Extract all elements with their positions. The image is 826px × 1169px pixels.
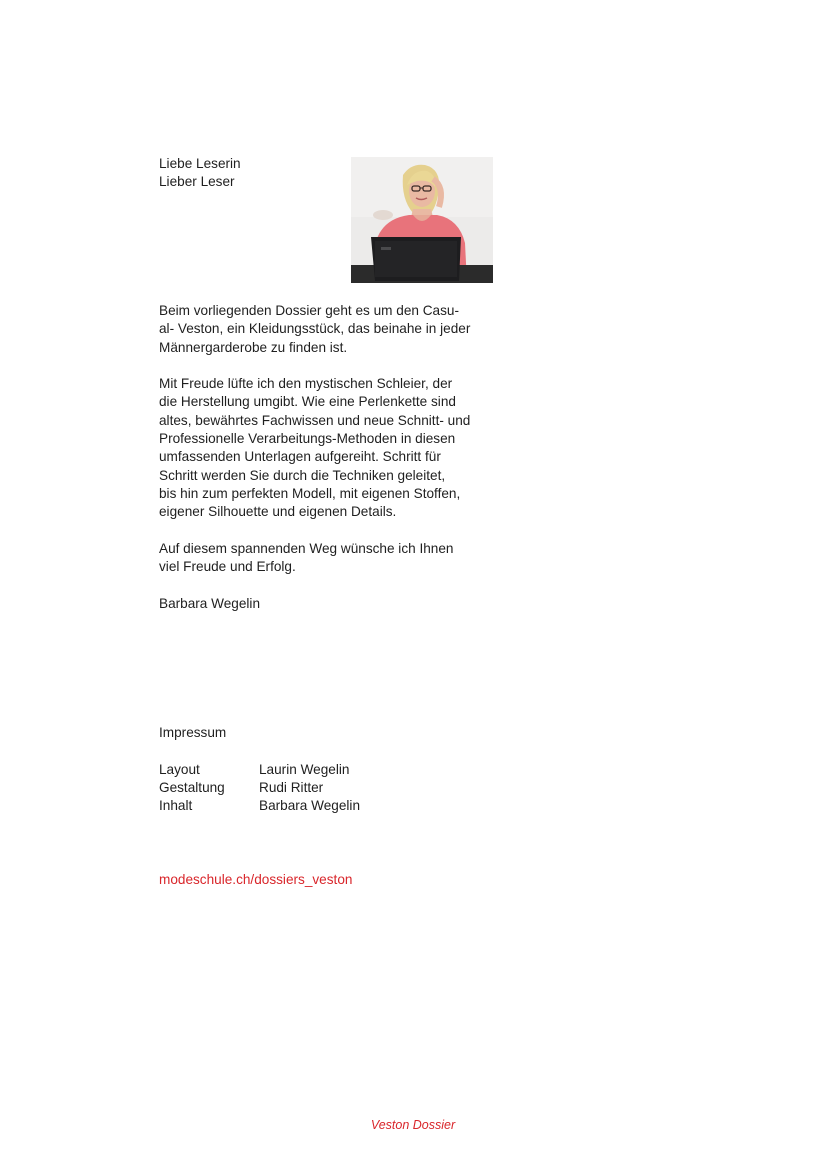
text-line: viel Freude und Erfolg.: [159, 559, 296, 575]
page-footer: Veston Dossier: [370, 1118, 456, 1132]
text-line: Mit Freude lüfte ich den mystischen Schleier, der: [159, 376, 453, 392]
paragraph-intro: [159, 302, 504, 357]
text-line: bis hin zum perfekten Modell, mit eigenen Stoffen,: [159, 485, 461, 501]
greeting: [159, 155, 339, 192]
letter-body: [159, 302, 504, 631]
signature-name: Barbara Wegelin: [159, 595, 261, 611]
credit-role: Inhalt: [159, 798, 193, 814]
greeting-line-2: Lieber Leser: [159, 174, 235, 190]
impressum: [159, 724, 499, 815]
text-line: Beim vorliegenden Dossier geht es um den Casu-: [159, 303, 459, 318]
greeting-line-1: Liebe Leserin: [159, 156, 241, 171]
text-line: al- Veston, ein Kleidungsstück, das beinahe in jeder: [159, 321, 471, 337]
credit-row: [159, 761, 499, 779]
paragraph-main: [159, 375, 504, 521]
text-line: Professionelle Verarbeitungs-Methoden in diesen: [159, 431, 456, 447]
impressum-title: Impressum: [159, 725, 227, 740]
text-line: eigener Silhouette und eigenen Details.: [159, 504, 397, 520]
credit-role: Gestaltung: [159, 779, 225, 795]
signature: [159, 595, 504, 613]
credit-name: Barbara Wegelin: [259, 798, 361, 814]
text-line: Schritt werden Sie durch die Techniken geleitet,: [159, 467, 446, 483]
text-line: Auf diesem spannenden Weg wünsche ich Ihnen: [159, 540, 454, 556]
text-line: umfassenden Unterlagen aufgereiht. Schritt für: [159, 449, 441, 465]
text-line: die Herstellung umgibt. Wie eine Perlenkette sind: [159, 394, 456, 410]
text-line: altes, bewährtes Fachwissen und neue Schnitt- und: [159, 412, 471, 428]
credit-role: Layout: [159, 761, 200, 777]
author-photo: [351, 157, 493, 283]
paragraph-closing: [159, 540, 504, 577]
credit-row: [159, 797, 499, 815]
text-line: Männergarderobe zu finden ist.: [159, 339, 348, 355]
credit-name: Rudi Ritter: [259, 779, 324, 795]
credit-row: [159, 779, 499, 797]
credit-name: Laurin Wegelin: [259, 761, 350, 777]
dossier-link[interactable]: modeschule.ch/dossiers_veston: [159, 872, 353, 887]
